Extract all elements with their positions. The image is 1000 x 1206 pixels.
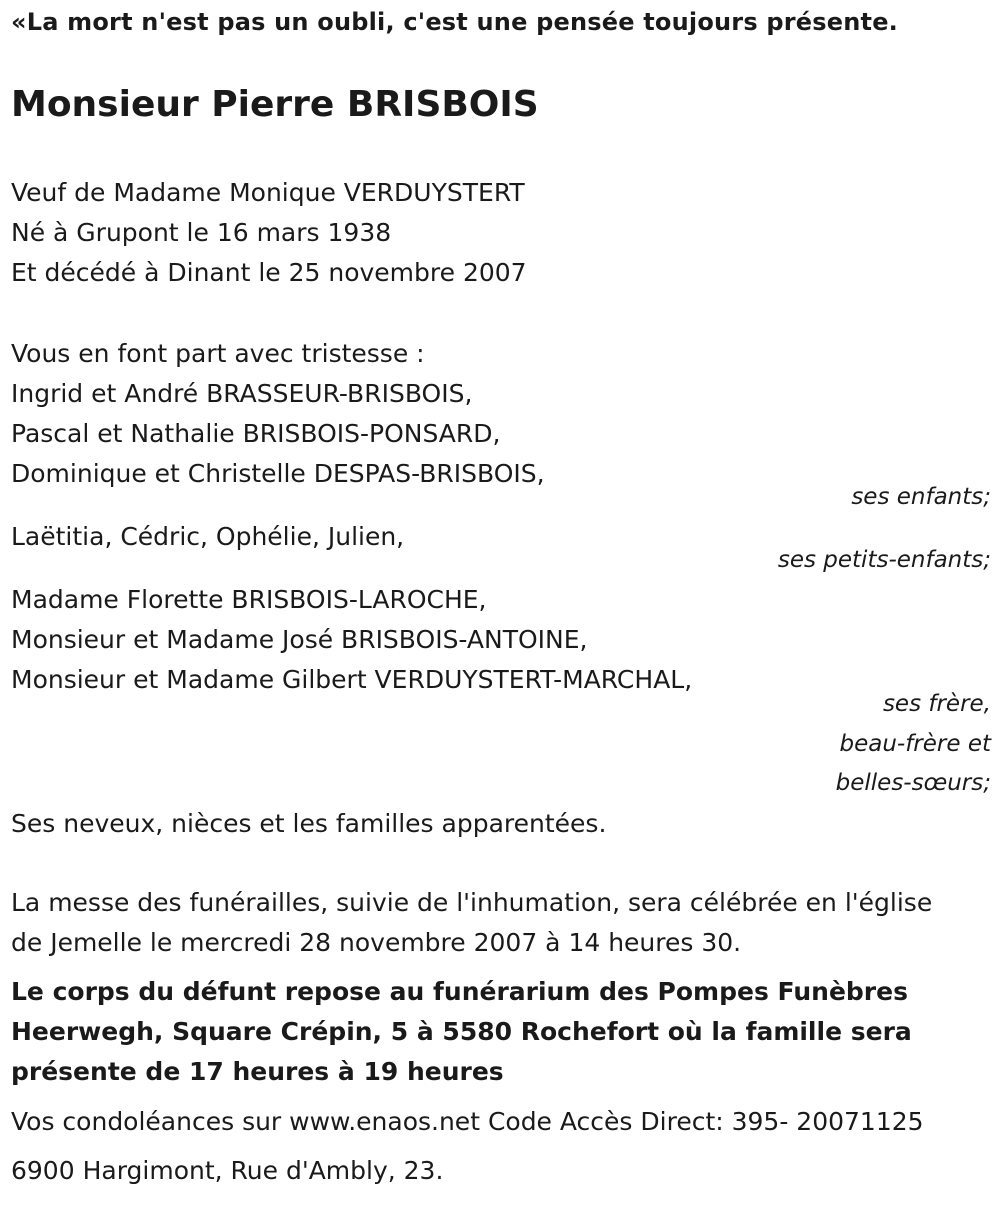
sibling-line: Monsieur et Madame Gilbert VERDUYSTERT-MARCHAL, [11, 665, 693, 694]
announcement-intro: Vous en font part avec tristesse : [11, 339, 425, 368]
grandchildren-role: ses petits-enfants; [777, 547, 991, 573]
epitaph-quote: «La mort n'est pas un oubli, c'est une pensée toujours présente. [11, 8, 898, 36]
bio-death: Et décédé à Dinant le 25 novembre 2007 [11, 258, 527, 287]
deceased-name: Monsieur Pierre BRISBOIS [11, 84, 539, 125]
relatives-line: Ses neveux, nièces et les familles apparentées. [11, 809, 607, 838]
funerarium-line: présente de 17 heures à 19 heures [11, 1057, 504, 1086]
bio-widower: Veuf de Madame Monique VERDUYSTERT [11, 178, 525, 207]
child-line: Dominique et Christelle DESPAS-BRISBOIS, [11, 459, 545, 488]
funerarium-line: Le corps du défunt repose au funérarium des Pompes Funèbres [11, 977, 908, 1006]
sibling-line: Monsieur et Madame José BRISBOIS-ANTOINE, [11, 625, 588, 654]
child-line: Ingrid et André BRASSEUR-BRISBOIS, [11, 379, 473, 408]
children-role: ses enfants; [851, 484, 991, 510]
condolences-line: Vos condoléances sur www.enaos.net Code Accès Direct: 395- 20071125 [11, 1107, 924, 1136]
address-line: 6900 Hargimont, Rue d'Ambly, 23. [11, 1156, 444, 1185]
siblings-role: beau-frère et [839, 731, 991, 757]
grandchildren-line: Laëtitia, Cédric, Ophélie, Julien, [11, 522, 405, 551]
bio-birth: Né à Grupont le 16 mars 1938 [11, 218, 392, 247]
siblings-role: ses frère, [882, 691, 991, 717]
sibling-line: Madame Florette BRISBOIS-LAROCHE, [11, 585, 487, 614]
siblings-role: belles-sœurs; [835, 770, 991, 796]
mass-line: La messe des funérailles, suivie de l'inhumation, sera célébrée en l'église [11, 888, 933, 917]
funerarium-line: Heerwegh, Square Crépin, 5 à 5580 Rochefort où la famille sera [11, 1017, 912, 1046]
mass-line: de Jemelle le mercredi 28 novembre 2007 à 14 heures 30. [11, 928, 742, 957]
child-line: Pascal et Nathalie BRISBOIS-PONSARD, [11, 419, 501, 448]
